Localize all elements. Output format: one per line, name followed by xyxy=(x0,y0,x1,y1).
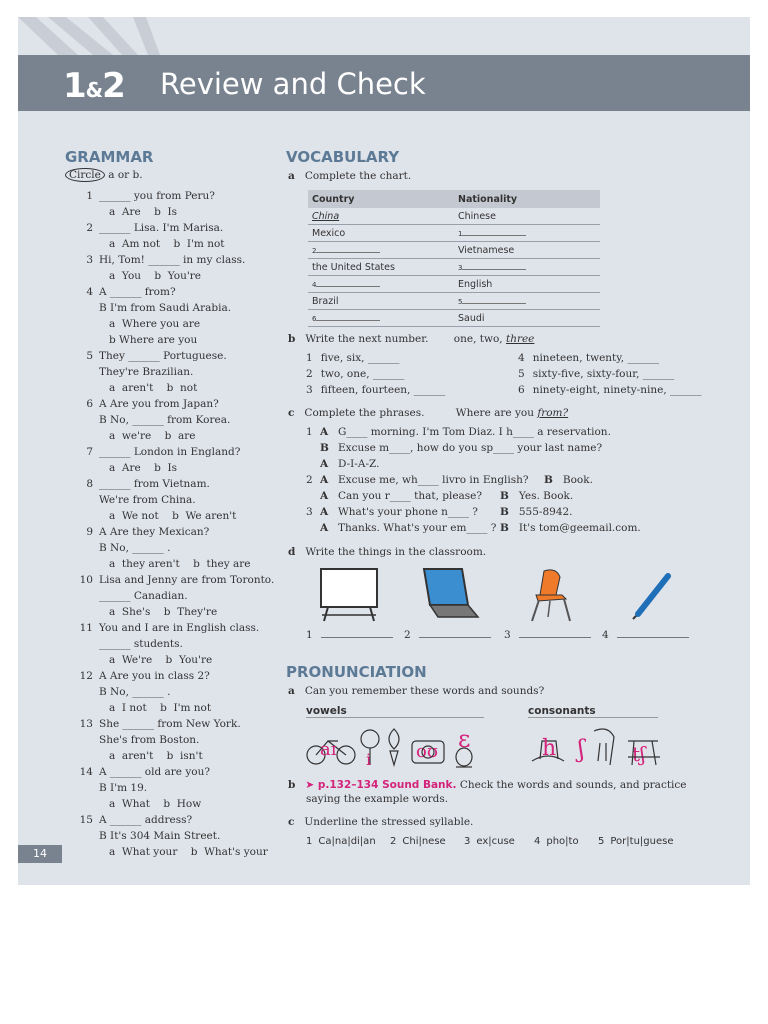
dialogue-response: B Book. xyxy=(544,474,593,486)
dialogue-response: B It's tom@geemail.com. xyxy=(500,522,641,534)
chart-cell[interactable]: 3 xyxy=(454,259,600,276)
workbook-page xyxy=(18,17,750,885)
grammar-question: 14 A ______ old are you? xyxy=(75,764,285,780)
vocab-b-instruction: b Write the next number. one, two, three xyxy=(288,333,535,345)
grammar-question-line: She's from Boston. xyxy=(99,734,200,746)
whiteboard-icon xyxy=(316,565,386,623)
question-number: 12 xyxy=(79,670,93,682)
vocab-a-instruction: a Complete the chart. xyxy=(288,170,412,182)
answer-options[interactable]: a You b You're xyxy=(109,270,202,282)
classroom-answer-line[interactable]: 2 xyxy=(404,629,491,641)
stress-word[interactable]: 4 pho|to xyxy=(534,836,579,847)
consonant-symbol-h: h xyxy=(542,736,557,761)
chart-row xyxy=(308,276,600,293)
answer-blank[interactable] xyxy=(617,637,689,638)
answer-options[interactable]: b Where are you xyxy=(109,334,198,346)
chart-row xyxy=(308,208,600,225)
pronunciation-heading: PRONUNCIATION xyxy=(286,663,427,681)
chart-cell: Chinese xyxy=(454,208,600,225)
question-number: 6 xyxy=(86,398,93,410)
answer-options[interactable]: a they aren't b they are xyxy=(109,558,251,570)
chart-cell[interactable]: 4 xyxy=(308,276,454,293)
question-number: 3 xyxy=(86,254,93,266)
chart-header-country: Country xyxy=(308,190,454,208)
dialogue-line[interactable]: 3 A What's your phone n____ ? xyxy=(306,506,478,518)
dialogue-line[interactable]: 2 A Excuse me, wh____ livro in English? xyxy=(306,474,529,486)
pen-icon xyxy=(630,570,676,620)
grammar-question: 8 ______ from Vietnam. xyxy=(75,476,285,492)
chart-cell: Brazil xyxy=(308,293,454,310)
question-number: 9 xyxy=(86,526,93,538)
dialogue-line[interactable]: 1 A G____ morning. I'm Tom Diaz. I h____ a reservation. xyxy=(306,426,611,438)
chart-cell[interactable]: 5 xyxy=(454,293,600,310)
question-number: 10 xyxy=(79,574,93,586)
grammar-question-line: ______ students. xyxy=(99,638,183,650)
chart-cell[interactable]: 6 xyxy=(308,310,454,327)
number-sequence-item[interactable]: 5 sixty-five, sixty-four, ______ xyxy=(518,368,675,380)
question-number: 1 xyxy=(86,190,93,202)
question-number: 8 xyxy=(86,478,93,490)
answer-blank[interactable] xyxy=(316,286,380,287)
answer-blank[interactable] xyxy=(462,303,526,304)
dialogue-response: B Yes. Book. xyxy=(500,490,574,502)
answer-blank[interactable] xyxy=(462,269,526,270)
number-sequence-item[interactable]: 1 five, six, ______ xyxy=(306,352,400,364)
chart-cell: Vietnamese xyxy=(454,242,600,259)
chart-cell[interactable]: 1 xyxy=(454,225,600,242)
pron-a-instruction: a Can you remember these words and sounds? xyxy=(288,685,545,697)
stress-word[interactable]: 1 Ca|na|di|an xyxy=(306,836,376,847)
number-sequence-item[interactable]: 3 fifteen, fourteen, ______ xyxy=(306,384,446,396)
question-number: 4 xyxy=(86,286,93,298)
answer-options[interactable]: a We not b We aren't xyxy=(109,510,237,522)
chart-row xyxy=(308,293,600,310)
grammar-question: 15 A ______ address? xyxy=(75,812,285,828)
chart-cell[interactable]: 2 xyxy=(308,242,454,259)
vowel-symbol-ou: oʊ xyxy=(416,741,438,762)
grammar-question: 7 ______ London in England? xyxy=(75,444,285,460)
chart-cell: China xyxy=(308,208,454,225)
answer-options[interactable]: a we're b are xyxy=(109,430,196,442)
grammar-question-line: They're Brazilian. xyxy=(99,366,194,378)
grammar-question-line: B No, ______ from Korea. xyxy=(99,414,231,426)
grammar-exercise-list xyxy=(75,188,285,860)
number-sequence-item[interactable]: 2 two, one, ______ xyxy=(306,368,405,380)
grammar-question: 5 They ______ Portuguese. xyxy=(75,348,285,364)
answer-options[interactable]: a Where you are xyxy=(109,318,201,330)
stress-word[interactable]: 5 Por|tu|guese xyxy=(598,836,674,847)
question-number: 11 xyxy=(79,622,93,634)
answer-options[interactable]: a Am not b I'm not xyxy=(109,238,225,250)
grammar-heading: GRAMMAR xyxy=(65,148,154,166)
chart-row xyxy=(308,242,600,259)
chart-row xyxy=(308,310,600,327)
answer-options[interactable]: a What b How xyxy=(109,798,202,810)
classroom-answer-line[interactable]: 3 xyxy=(504,629,591,641)
stress-word[interactable]: 3 ex|cuse xyxy=(464,836,515,847)
vocab-d-instruction: d Write the things in the classroom. xyxy=(288,546,487,558)
grammar-question: 13 She ______ from New York. xyxy=(75,716,285,732)
question-number: 15 xyxy=(79,814,93,826)
dialogue-line[interactable]: B Excuse m____, how do you sp____ your last name? xyxy=(320,442,603,454)
consonant-symbol-ch: tʃ xyxy=(632,742,646,766)
pron-c-instruction: c Underline the stressed syllable. xyxy=(288,816,474,828)
dialogue-line[interactable]: A Can you r____ that, please? xyxy=(320,490,483,502)
vocabulary-heading: VOCABULARY xyxy=(286,148,400,166)
chart-cell: English xyxy=(454,276,600,293)
grammar-question: 2 ______ Lisa. I'm Marisa. xyxy=(75,220,285,236)
answer-options[interactable]: a Are b Is xyxy=(109,462,178,474)
classroom-answer-line[interactable]: 1 xyxy=(306,629,393,641)
shower-icon xyxy=(594,729,614,765)
grammar-question: 3 Hi, Tom! ______ in my class. xyxy=(75,252,285,268)
grammar-question: 1 ______ you from Peru? xyxy=(75,188,285,204)
number-sequence-item[interactable]: 6 ninety-eight, ninety-nine, ______ xyxy=(518,384,702,396)
classroom-answer-line[interactable]: 4 xyxy=(602,629,689,641)
consonant-symbol-sh: ʃ xyxy=(578,735,585,763)
pron-b-instruction-2: saying the example words. xyxy=(306,793,449,805)
answer-options[interactable]: a aren't b isn't xyxy=(109,750,203,762)
question-number: 7 xyxy=(86,446,93,458)
number-sequence-item[interactable]: 4 nineteen, twenty, ______ xyxy=(518,352,659,364)
stress-word[interactable]: 2 Chi|nese xyxy=(390,836,446,847)
grammar-question: 4 A ______ from? xyxy=(75,284,285,300)
answer-options[interactable]: a She's b They're xyxy=(109,606,218,618)
vowel-symbol-i: i xyxy=(366,750,372,769)
answer-blank[interactable] xyxy=(316,320,380,321)
unit-number: 1&2 xyxy=(63,66,125,106)
laptop-icon xyxy=(416,567,482,623)
grammar-question: 9 A Are they Mexican? xyxy=(75,524,285,540)
question-number: 13 xyxy=(79,718,93,730)
question-number: 2 xyxy=(86,222,93,234)
country-nationality-chart xyxy=(308,190,600,327)
answer-blank[interactable] xyxy=(316,252,380,253)
page-title: Review and Check xyxy=(160,67,426,101)
vowel-symbol-e: ɛ xyxy=(458,725,471,753)
answer-options[interactable]: a I not b I'm not xyxy=(109,702,212,714)
fish-icon xyxy=(389,729,399,765)
grammar-question: 11 You and I are in English class. xyxy=(75,620,285,636)
answer-options[interactable]: a Are b Is xyxy=(109,206,178,218)
consonants-label: consonants xyxy=(528,705,658,718)
grammar-question-line: B I'm from Saudi Arabia. xyxy=(99,302,232,314)
grammar-question-line: We're from China. xyxy=(99,494,196,506)
consonant-sound-pictures xyxy=(528,721,668,769)
question-number: 5 xyxy=(86,350,93,362)
answer-blank[interactable] xyxy=(462,235,526,236)
chart-row xyxy=(308,259,600,276)
dialogue-line[interactable]: A Thanks. What's your em____ ? xyxy=(320,522,497,534)
grammar-question-line: B It's 304 Main Street. xyxy=(99,830,221,842)
vowels-label: vowels xyxy=(306,705,484,718)
vocab-c-instruction: c Complete the phrases. Where are you from? xyxy=(288,407,569,419)
grammar-instruction: Circle a or b. xyxy=(65,169,143,181)
chart-cell: Saudi xyxy=(454,310,600,327)
vowel-sound-pictures xyxy=(306,721,486,769)
grammar-question: 12 A Are you in class 2? xyxy=(75,668,285,684)
chart-cell: the United States xyxy=(308,259,454,276)
chart-row xyxy=(308,225,600,242)
answer-options[interactable]: a aren't b not xyxy=(109,382,198,394)
grammar-question: 6 A Are you from Japan? xyxy=(75,396,285,412)
sound-bank-link[interactable]: ➤ p.132–134 Sound Bank. xyxy=(305,779,457,791)
answer-options[interactable]: a We're b You're xyxy=(109,654,213,666)
pron-b-instruction: b ➤ p.132–134 Sound Bank. Check the words and sounds, and practice xyxy=(288,779,687,791)
chair-icon xyxy=(526,567,578,625)
question-number: 14 xyxy=(79,766,93,778)
grammar-question-line: ______ Canadian. xyxy=(99,590,188,602)
answer-blank[interactable] xyxy=(321,637,393,638)
vowel-symbol-ai: aɪ xyxy=(320,739,337,760)
answer-blank[interactable] xyxy=(419,637,491,638)
chart-header-nationality: Nationality xyxy=(454,190,600,208)
answer-blank[interactable] xyxy=(519,637,591,638)
answer-options[interactable]: a What your b What's your xyxy=(109,846,268,858)
grammar-question-line: B No, ______ . xyxy=(99,542,171,554)
grammar-question-line: B I'm 19. xyxy=(99,782,148,794)
dialogue-line[interactable]: A D-I-A-Z. xyxy=(320,458,380,470)
grammar-question-line: B No, ______ . xyxy=(99,686,171,698)
page-number: 14 xyxy=(18,845,62,863)
chart-cell: Mexico xyxy=(308,225,454,242)
grammar-question: 10 Lisa and Jenny are from Toronto. xyxy=(75,572,285,588)
dialogue-response: B 555-8942. xyxy=(500,506,573,518)
